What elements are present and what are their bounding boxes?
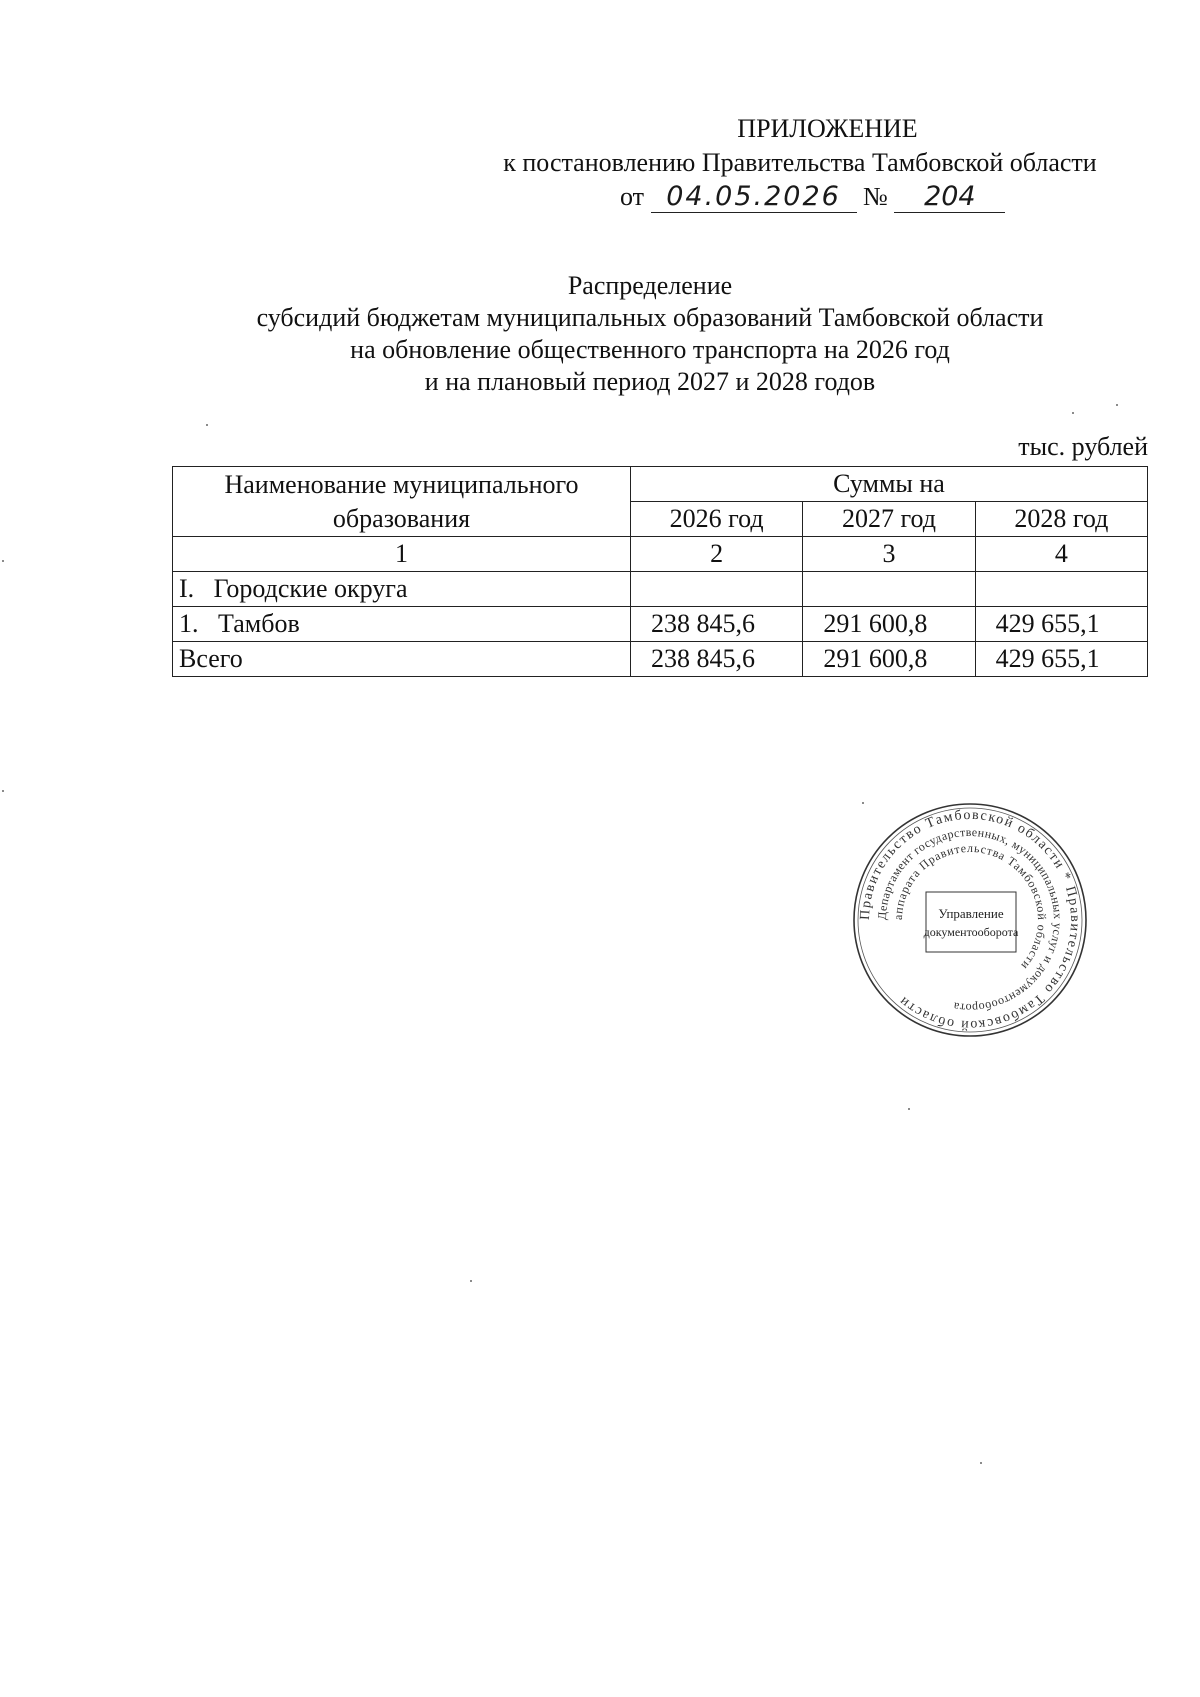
year-header-2028: 2028 год [975, 502, 1147, 537]
total-value-2028: 429 655,1 [975, 642, 1147, 677]
total-row [173, 642, 1148, 677]
number-sign: № [863, 182, 888, 211]
section-empty-2026 [631, 572, 803, 607]
column-number-row [173, 537, 1148, 572]
total-value-2027: 291 600,8 [803, 642, 975, 677]
total-label: Всего [173, 642, 631, 677]
appendix-title: ПРИЛОЖЕНИЕ [737, 114, 918, 143]
subsidy-table [172, 466, 1148, 677]
col-number-1: 1 [173, 537, 631, 572]
seal-inner-text: аппарата Правительства Тамбовской области [890, 840, 1050, 973]
seal-center-line-1: Управление [938, 906, 1004, 921]
handwritten-date: 04.05.2026 [651, 182, 857, 213]
section-empty-2027 [803, 572, 975, 607]
units-label: тыс. рублей [1018, 432, 1148, 461]
title-line-4: и на плановый период 2027 и 2028 годов [424, 367, 876, 396]
total-value-2026: 238 845,6 [631, 642, 803, 677]
year-header-2026: 2026 год [631, 502, 803, 537]
section-empty-2028 [975, 572, 1147, 607]
row-name: 1. Тамбов [173, 607, 631, 642]
col-number-4: 4 [975, 537, 1147, 572]
appendix-reference: к постановлению Правительства Тамбовской области [503, 148, 1097, 177]
title-line-1: Распределение [567, 271, 733, 300]
row-value-2028: 429 655,1 [975, 607, 1147, 642]
year-header-2027: 2027 год [803, 502, 975, 537]
appendix-block [460, 112, 1140, 180]
title-line-2: субсидий бюджетам муниципальных образований Тамбовской области [256, 303, 1044, 332]
row-value-2026: 238 845,6 [631, 607, 803, 642]
document-title [150, 270, 1150, 398]
seal-center-line-2: документооборота [923, 925, 1019, 939]
handwritten-number: 204 [894, 182, 1005, 213]
col-name-header: Наименование муниципального образования [173, 467, 631, 537]
seal-outer-text: Правительство Тамбовской области * Правительство Тамбовской области [857, 807, 1083, 1033]
col-number-2: 2 [631, 537, 803, 572]
title-line-3: на обновление общественного транспорта на 2026 год [350, 335, 950, 364]
row-value-2027: 291 600,8 [803, 607, 975, 642]
seal-middle-text: Департамент государственных, муниципальных услуг и документооборота [874, 824, 1066, 1016]
section-label: I. Городские округа [173, 572, 631, 607]
section-row [173, 572, 1148, 607]
header-row-1 [173, 467, 1148, 502]
date-prefix: от [620, 182, 645, 211]
resolution-date-line [620, 180, 1005, 214]
sums-header: Суммы на [631, 467, 1148, 502]
col-number-3: 3 [803, 537, 975, 572]
table-row [173, 607, 1148, 642]
official-seal [850, 800, 1090, 1040]
